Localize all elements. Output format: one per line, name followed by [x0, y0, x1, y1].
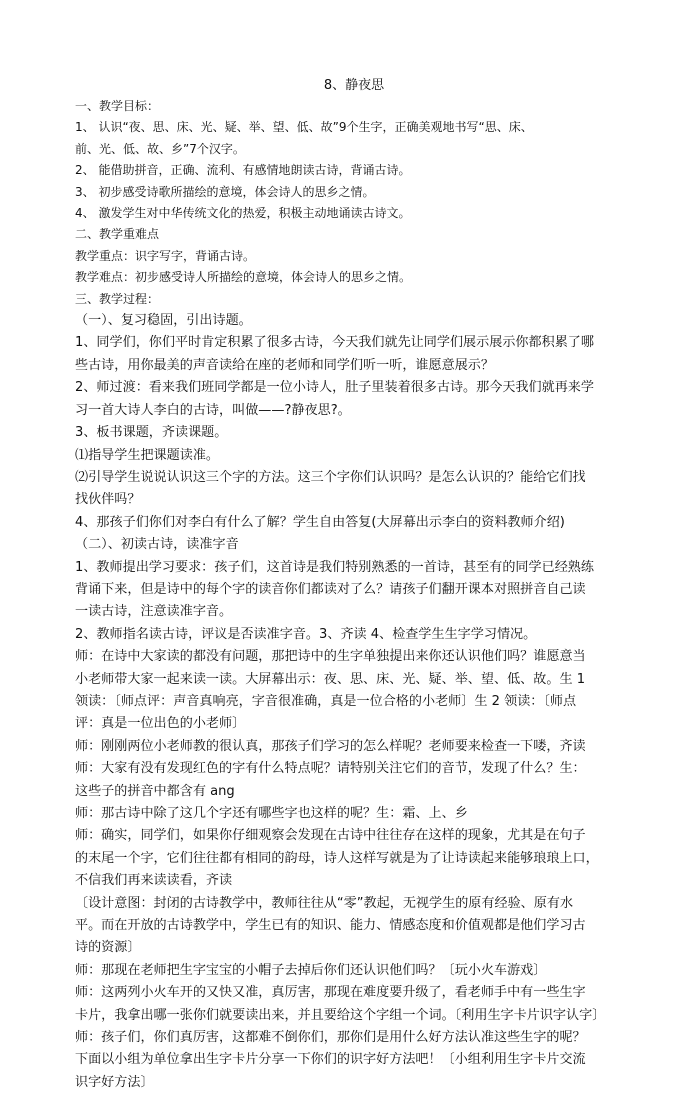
text-line: 1、教师提出学习要求：孩子们，这首诗是我们特别熟悉的一首诗，甚至有的同学已经熟练 — [75, 559, 594, 575]
text-line: 的末尾一个字，它们往往都有相同的韵母，诗人这样写就是为了让诗读起来能够琅琅上口， — [75, 850, 599, 866]
text-line: 找伙伴吗？ — [75, 492, 141, 508]
text-line: 1、 认识“夜、思、床、光、疑、举、望、低、故”9个生字，正确美观地书写“思、床、 — [75, 120, 533, 135]
text-line: 些古诗，用你最美的声音读给在座的老师和同学们听一听，谁愿意展示？ — [75, 357, 494, 373]
text-line: 诗的资源〕 — [75, 940, 141, 956]
text-line: 这些子的拼音中都含有 ang — [75, 783, 235, 799]
text-line: 师：这两列小火车开的又快又准，真厉害，那现在难度要升级了，看老师手中有一些生字 — [75, 985, 586, 1001]
text-line: 师：那古诗中除了这几个字还有哪些字也这样的呢？生：霜、上、乡 — [75, 806, 468, 821]
text-line: 背诵下来，但是诗中的每个字的读音你们都读对了么？请孩子们翻开课本对照拼音自己读 — [75, 581, 586, 597]
text-line: 〔设计意图：封闭的古诗教学中，教师往往从“零”教起，无视学生的原有经验、原有水 — [75, 895, 574, 911]
text-line: （二）、初读古诗，读准字音 — [75, 537, 239, 553]
text-line: 3、板书课题，齐读课题。 — [75, 425, 228, 441]
text-line: 师：孩子们，你们真厉害，这都难不倒你们，那你们是用什么好方法认准这些生字的呢？ — [75, 1030, 586, 1046]
text-line: 一、教学目标： — [75, 99, 160, 113]
text-line: 评：真是一位出色的小老师〕 — [75, 716, 246, 732]
text-line: 教学难点：初步感受诗人所描绘的意境，体会诗人的思乡之情。 — [75, 270, 412, 285]
text-line: （一）、复习稳固，引出诗题。 — [75, 313, 252, 329]
text-line: 卡片，我拿出哪一张你们就要读出来，并且要给这个字组一个词。〔利用生字卡片识字认字〕 — [75, 1007, 606, 1023]
text-line: 领读：〔师点评：声音真响亮，字音很准确，真是一位合格的小老师〕生 2 领读：〔师点 — [75, 693, 577, 709]
text-line: 3、 初步感受诗歌所描绘的意境，体会诗人的思乡之情。 — [75, 184, 375, 199]
text-line: 一读古诗，注意读准字音。 — [75, 604, 233, 620]
text-line: 前、光、低、故、乡”7个汉字。 — [75, 141, 245, 156]
text-line: 小老师带大家一起来读一读。大屏幕出示：夜、思、床、光、疑、举、望、低、故。生 1 — [75, 671, 586, 687]
text-line: 三、教学过程： — [75, 291, 160, 306]
text-line: 不信我们再来读读看，齐读 — [75, 873, 233, 889]
text-line: 识字好方法〕 — [75, 1074, 154, 1090]
text-line: 4、 激发学生对中华传统文化的热爱，积极主动地诵读古诗文。 — [75, 206, 411, 221]
text-line: 2、师过渡：看来我们班同学都是一位小诗人，肚子里装着很多古诗。那今天我们就再来学 — [75, 380, 594, 396]
text-line: 2、教师指名读古诗，评议是否读准字音。3、齐读 4、检查学生生字学习情况。 — [75, 626, 537, 642]
text-line: 1、同学们，你们平时肯定积累了很多古诗，今天我们就先让同学们展示展示你都积累了哪 — [75, 335, 594, 351]
text-line: 师：大家有没有发现红色的字有什么特点呢？请特别关注它们的音节，发现了什么？生： — [75, 761, 586, 777]
text-line: ⑴指导学生把课题读准。 — [75, 447, 220, 463]
text-line: 师：那现在老师把生字宝宝的小帽子去掉后你们还认识他们吗？〔玩小火车游戏〕 — [75, 962, 547, 978]
text-line: 师：在诗中大家读的都没有问题，那把诗中的生字单独提出来你还认识他们吗？谁愿意当 — [75, 649, 586, 665]
text-line: 平。而在开放的古诗教学中，学生已有的知识、能力、情感态度和价值观都是他们学习古 — [75, 918, 586, 934]
text-line: 师：刚刚两位小老师教的很认真，那孩子们学习的怎么样呢？老师要来检查一下喽，齐读 — [75, 738, 586, 754]
text-line: 2、 能借助拼音，正确、流利、有感情地朗读古诗，背诵古诗。 — [75, 163, 411, 178]
text-line: 4、那孩子们你们对李白有什么了解？学生自由答复(大屏幕出示李白的资料教师介绍) — [75, 514, 565, 530]
text-line: ⑵引导学生说说认识这三个字的方法。这三个字你们认识吗？是怎么认识的？能给它们找 — [75, 469, 586, 485]
text-line: 习一首大诗人李白的古诗，叫做——?静夜思?。 — [75, 402, 351, 418]
text-line: 师：确实，同学们，如果你仔细观察会发现在古诗中往往存在这样的现象，尤其是在句子 — [75, 828, 586, 844]
document-title: 8、静夜思 — [323, 78, 385, 93]
document-body — [75, 96, 633, 1094]
text-line: 二、教学重难点 — [75, 227, 160, 242]
document-page — [75, 76, 633, 1094]
text-line: 下面以小组为单位拿出生字卡片分享一下你们的识字好方法吧！〔小组利用生字卡片交流 — [75, 1052, 586, 1068]
text-line: 教学重点：识字写字，背诵古诗。 — [75, 248, 256, 263]
